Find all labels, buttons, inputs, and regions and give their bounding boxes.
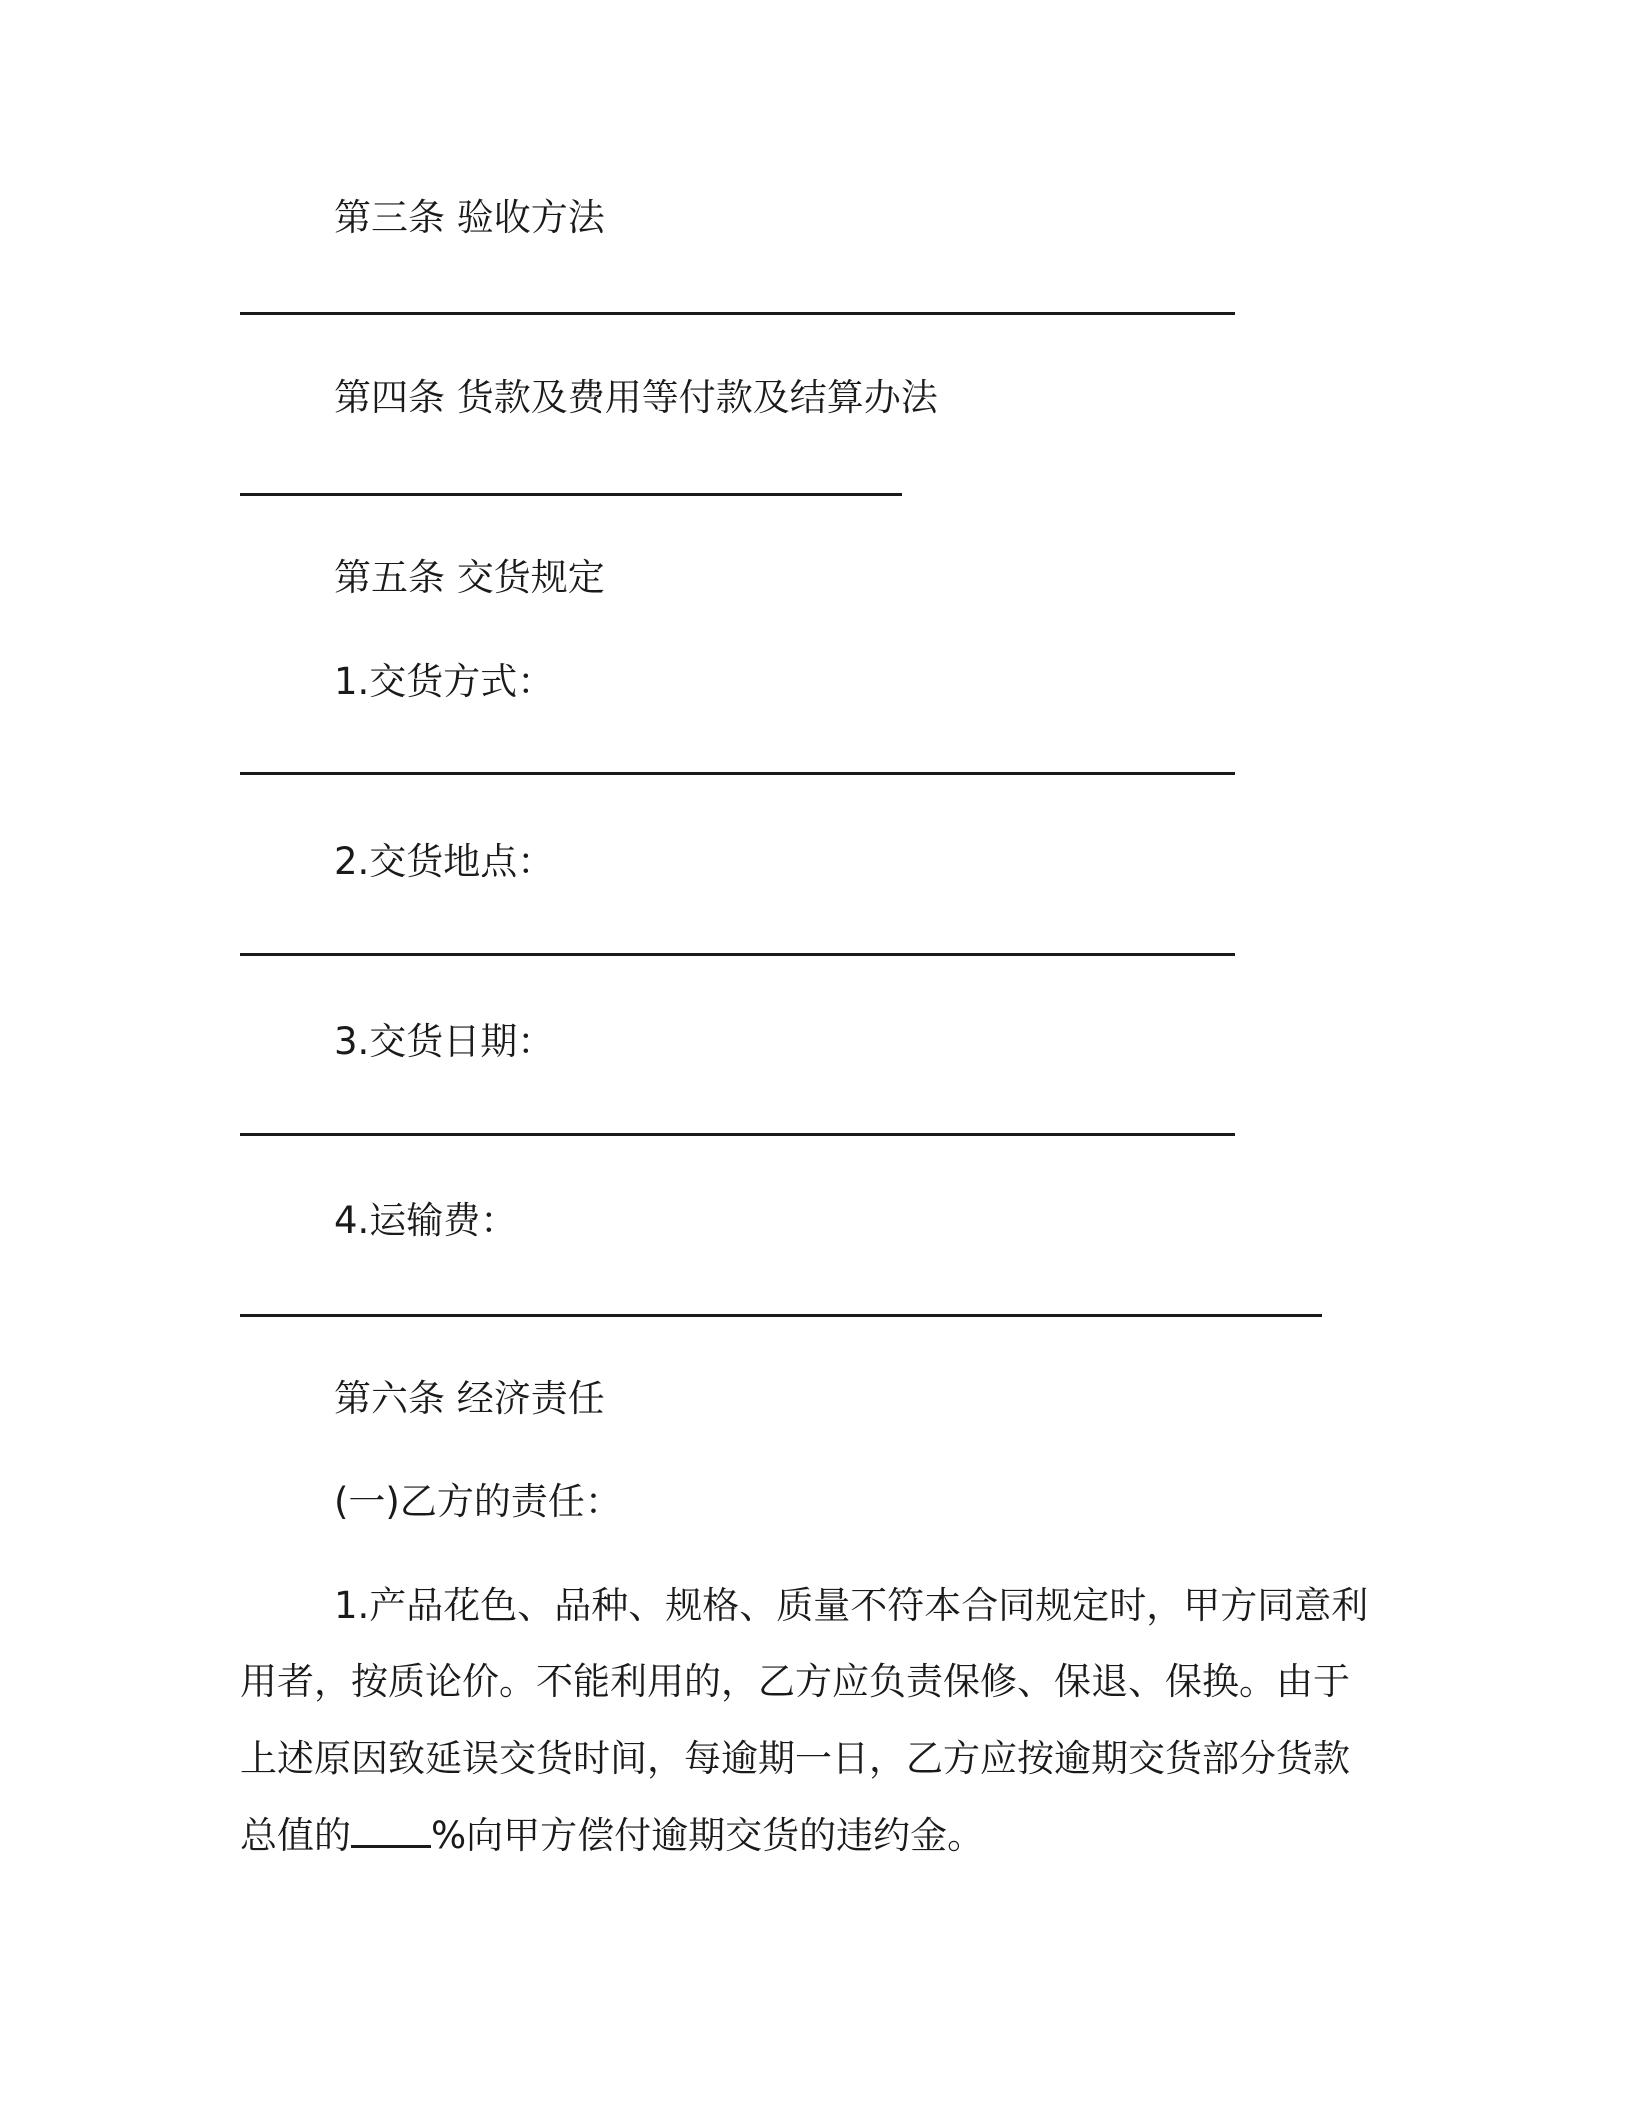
fill-line-delivery-date	[240, 1133, 1235, 1136]
delivery-date-label: 3.交货日期：	[334, 1020, 555, 1063]
para1-line2: 用者，按质论价。不能利用的，乙方应负责保修、保退、保换。由于	[240, 1660, 1350, 1703]
delivery-method-label: 1.交货方式：	[334, 660, 555, 703]
para1-line4	[240, 1814, 984, 1858]
para1-line3: 上述原因致延误交货时间，每逾期一日，乙方应按逾期交货部分货款	[240, 1737, 1350, 1780]
para1-line4-suffix: %向甲方偿付逾期交货的违约金。	[431, 1814, 985, 1857]
article5-title: 第五条 交货规定	[334, 556, 605, 599]
fill-line-delivery-place	[240, 953, 1235, 956]
para1-line4-prefix: 总值的	[240, 1814, 351, 1857]
party-b-responsibility-heading: (一)乙方的责任：	[334, 1480, 622, 1523]
penalty-rate-blank	[351, 1815, 431, 1848]
fill-line-delivery-method	[240, 772, 1235, 775]
para1-line1: 1.产品花色、品种、规格、质量不符本合同规定时，甲方同意利	[334, 1584, 1369, 1627]
article6-title: 第六条 经济责任	[334, 1377, 605, 1420]
article3-title: 第三条 验收方法	[334, 196, 605, 239]
fill-line-article3	[240, 312, 1235, 315]
freight-label: 4.运输费：	[334, 1199, 518, 1242]
fill-line-article4	[240, 493, 902, 496]
delivery-place-label: 2.交货地点：	[334, 840, 555, 883]
fill-line-freight	[240, 1314, 1322, 1317]
article4-title: 第四条 货款及费用等付款及结算办法	[334, 376, 938, 419]
